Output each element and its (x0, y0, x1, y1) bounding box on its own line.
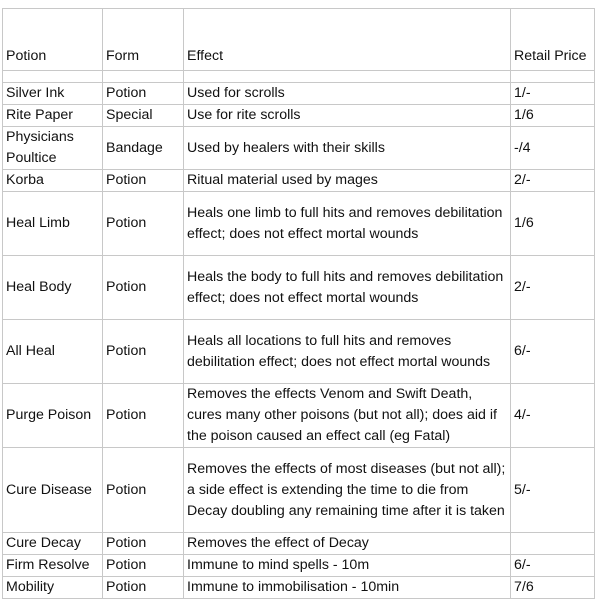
table-header-row (3, 9, 595, 71)
cell-potion: Physicians Poultice (3, 127, 103, 170)
cell-form: Bandage (103, 127, 184, 170)
cell-potion: Cure Decay (3, 533, 103, 555)
header-retail-price: Retail Price (511, 9, 595, 71)
cell-effect: Immune to mind spells - 10m (184, 555, 511, 577)
cell-effect: Used by healers with their skills (184, 127, 511, 170)
cell-form: Potion (103, 448, 184, 533)
table-body (3, 71, 595, 599)
cell-price: 2/- (511, 256, 595, 320)
header-effect: Effect (184, 9, 511, 71)
cell-effect: Heals the body to full hits and removes debilitation effect; does not effect mortal wounds (184, 256, 511, 320)
table-row (3, 127, 595, 170)
cell-potion: Rite Paper (3, 105, 103, 127)
table-row (3, 555, 595, 577)
table-row (3, 192, 595, 256)
table-row (3, 105, 595, 127)
cell-potion: Heal Body (3, 256, 103, 320)
cell-form: Potion (103, 320, 184, 384)
cell-price: -/4 (511, 127, 595, 170)
cell-form: Potion (103, 83, 184, 105)
cell-effect: Removes the effects of most diseases (but not all); a side effect is extending the time to die from Decay doubling any remaining time after it is taken (184, 448, 511, 533)
cell-effect: Ritual material used by mages (184, 170, 511, 192)
cell-price: 1/6 (511, 192, 595, 256)
cell-form: Potion (103, 256, 184, 320)
cell-form: Potion (103, 577, 184, 599)
cell-potion: Purge Poison (3, 384, 103, 448)
cell-form: Potion (103, 533, 184, 555)
cell-potion: Korba (3, 170, 103, 192)
table-row (3, 533, 595, 555)
cell-effect: Used for scrolls (184, 83, 511, 105)
cell-effect: Immune to immobilisation - 10min (184, 577, 511, 599)
cell-form: Potion (103, 192, 184, 256)
cell-form: Potion (103, 555, 184, 577)
cell-effect: Heals all locations to full hits and removes debilitation effect; does not effect mortal wounds (184, 320, 511, 384)
table-row (3, 256, 595, 320)
cell-price: 1/6 (511, 105, 595, 127)
cell-price: 6/- (511, 320, 595, 384)
cell-effect: Use for rite scrolls (184, 105, 511, 127)
cell-form: Special (103, 105, 184, 127)
table-row (3, 577, 595, 599)
header-form: Form (103, 9, 184, 71)
cell-price: 5/- (511, 448, 595, 533)
table-row (3, 384, 595, 448)
header-potion: Potion (3, 9, 103, 71)
cell-potion: All Heal (3, 320, 103, 384)
cell-potion: Silver Ink (3, 83, 103, 105)
cell-effect: Removes the effect of Decay (184, 533, 511, 555)
cell-potion: Heal Limb (3, 192, 103, 256)
cell-effect: Removes the effects Venom and Swift Death, cures many other poisons (but not all); does aid if the poison caused an effect call (eg Fatal) (184, 384, 511, 448)
spacer-row (3, 71, 595, 83)
potion-price-table-container (2, 8, 595, 599)
table-row (3, 320, 595, 384)
cell-potion: Firm Resolve (3, 555, 103, 577)
cell-potion: Mobility (3, 577, 103, 599)
cell-price: 2/- (511, 170, 595, 192)
cell-form: Potion (103, 384, 184, 448)
cell-price: 6/- (511, 555, 595, 577)
cell-price: 4/- (511, 384, 595, 448)
cell-potion: Cure Disease (3, 448, 103, 533)
potion-price-table (2, 8, 595, 599)
cell-price: 7/6 (511, 577, 595, 599)
cell-effect: Heals one limb to full hits and removes debilitation effect; does not effect mortal wounds (184, 192, 511, 256)
table-row (3, 170, 595, 192)
cell-price (511, 533, 595, 555)
table-row (3, 448, 595, 533)
table-row (3, 83, 595, 105)
cell-price: 1/- (511, 83, 595, 105)
cell-form: Potion (103, 170, 184, 192)
